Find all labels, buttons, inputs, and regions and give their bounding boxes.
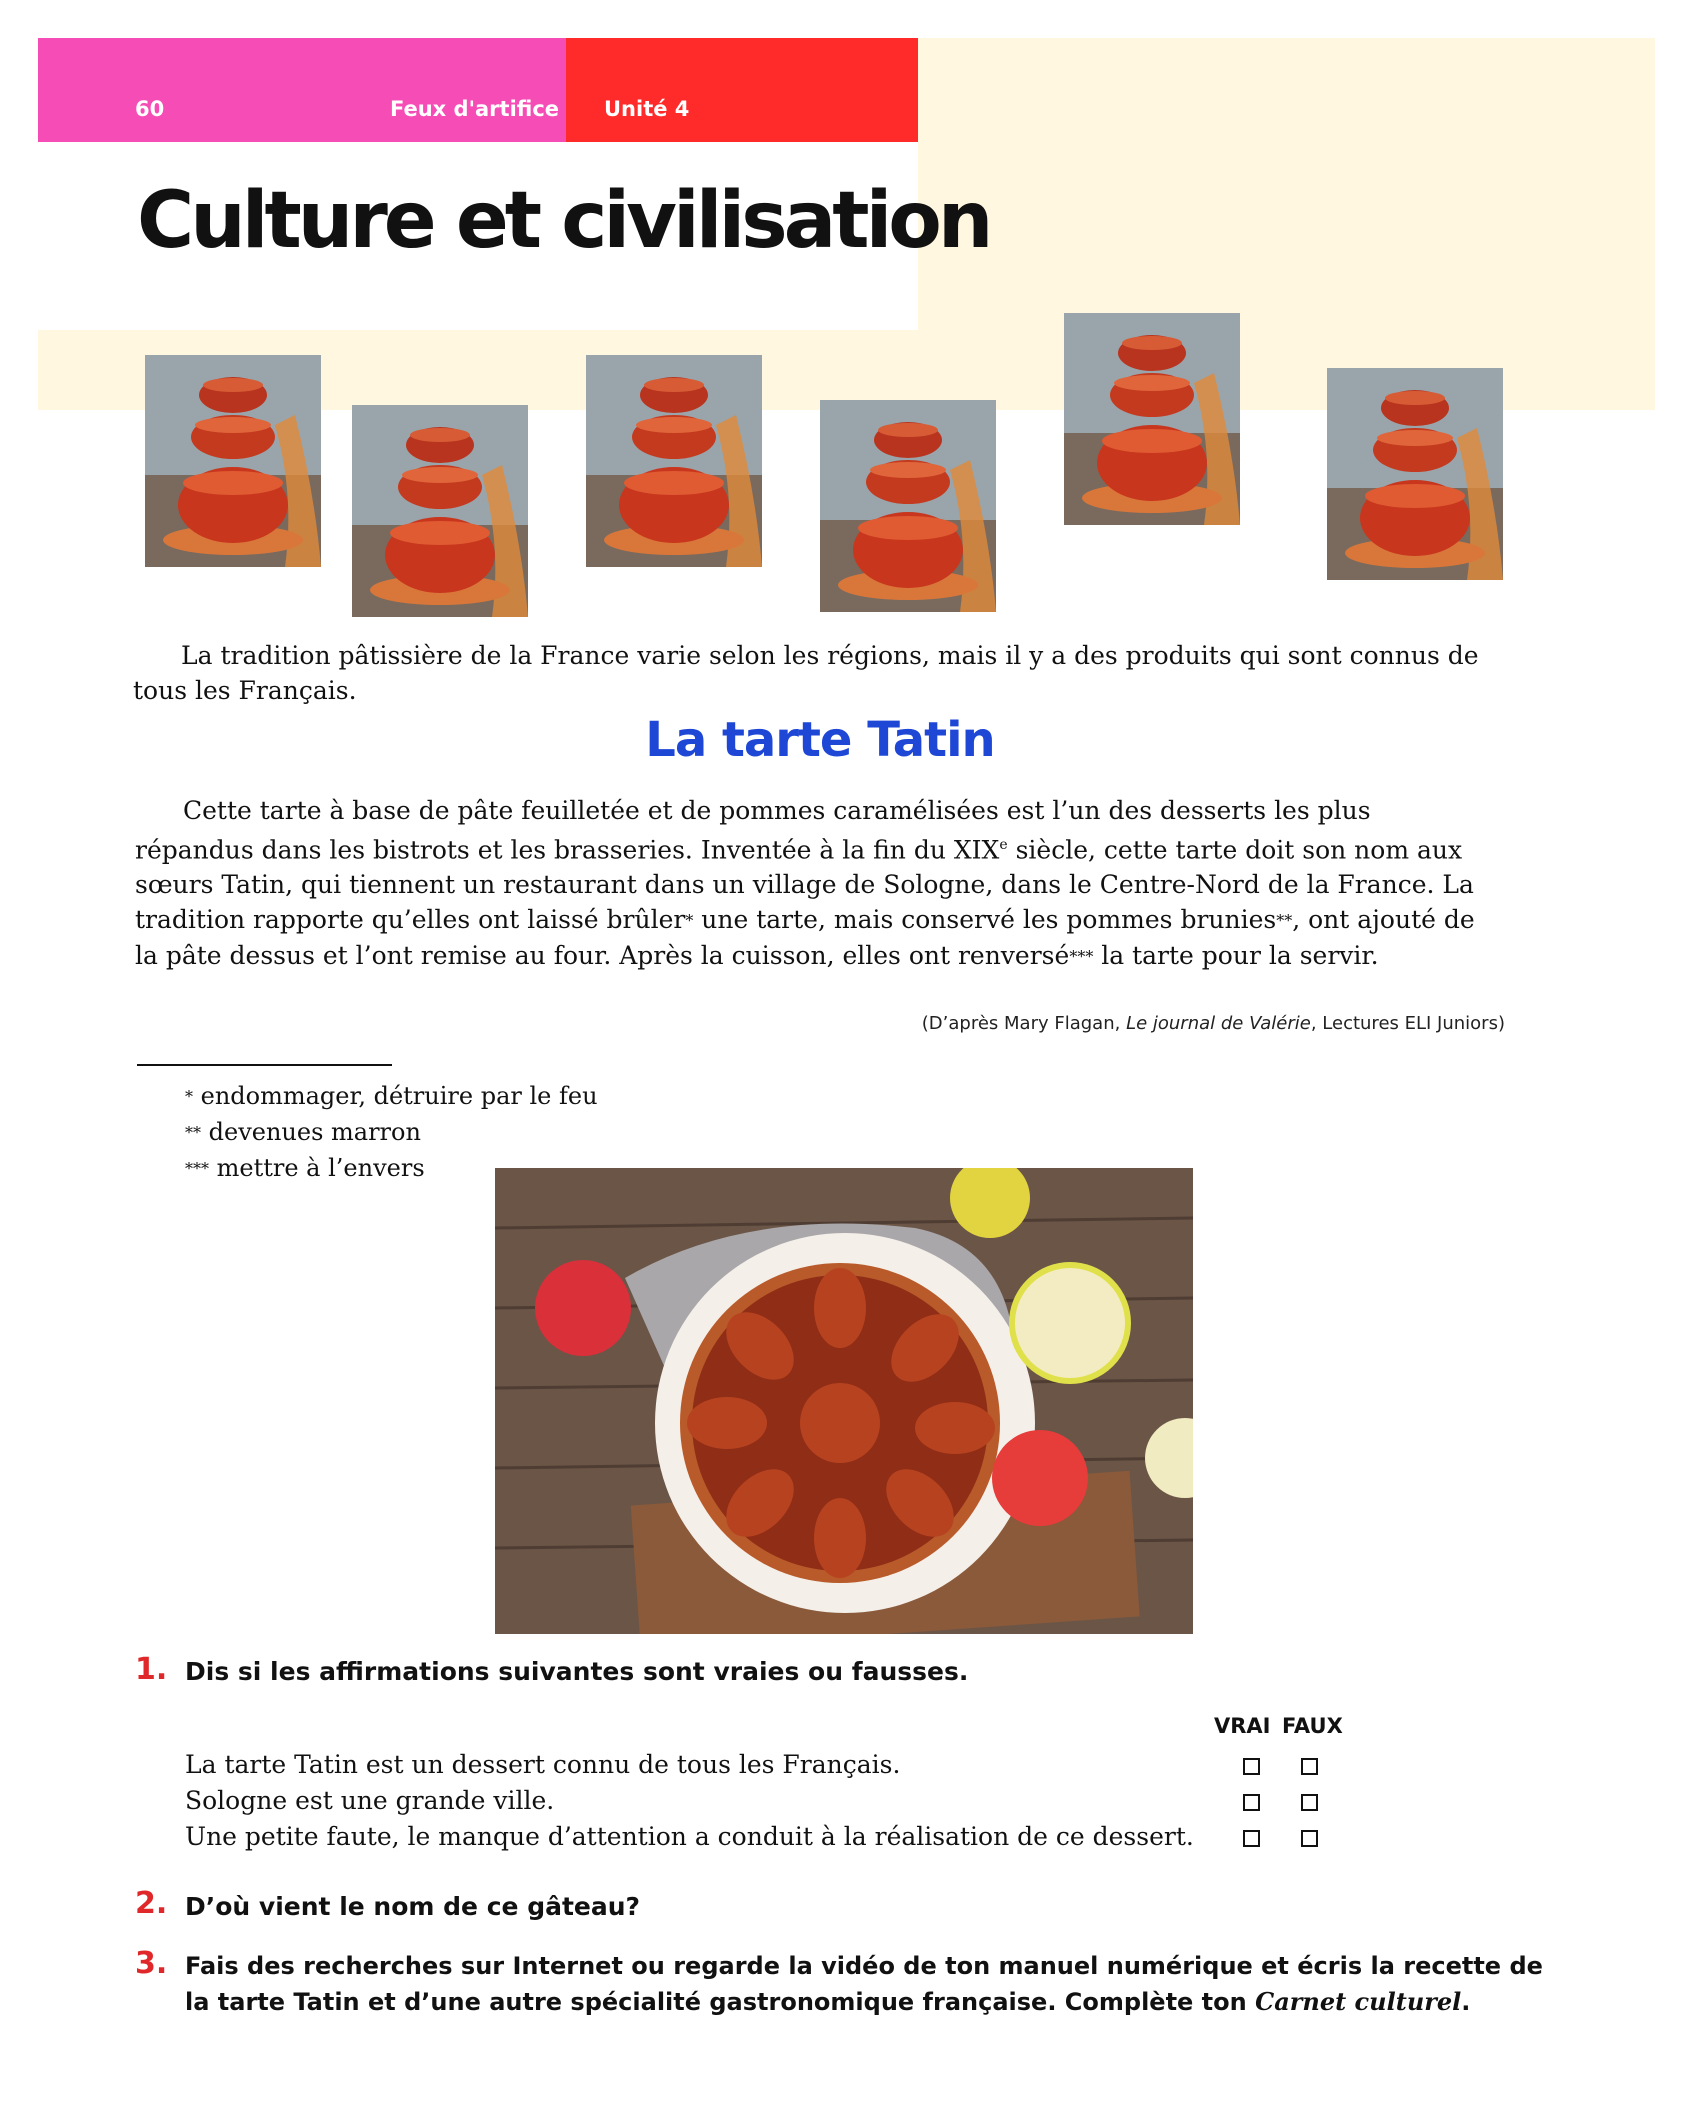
question-3-number: 3. bbox=[135, 1946, 168, 1981]
tarte-tatin-photo bbox=[495, 1168, 1193, 1634]
statement-2-faux-checkbox[interactable] bbox=[1301, 1794, 1318, 1811]
statement-2-vrai-checkbox[interactable] bbox=[1243, 1794, 1260, 1811]
tarte-photo-4 bbox=[820, 400, 996, 612]
question-1-number: 1. bbox=[135, 1652, 168, 1687]
header-cream-panel bbox=[918, 38, 1655, 410]
statement-2: Sologne est une grande ville. bbox=[185, 1786, 555, 1815]
statement-3-faux-checkbox[interactable] bbox=[1301, 1830, 1318, 1847]
tarte-photo-1 bbox=[145, 355, 321, 567]
question-2-number: 2. bbox=[135, 1886, 168, 1921]
unit-label: Unité 4 bbox=[604, 97, 690, 121]
tarte-photo-5 bbox=[1064, 313, 1240, 525]
question-3-line-1: Fais des recherches sur Internet ou regarde la vidéo de ton manuel numérique et écris la recette de bbox=[185, 1952, 1543, 1980]
statement-1-vrai-checkbox[interactable] bbox=[1243, 1758, 1260, 1775]
statement-1-faux-checkbox[interactable] bbox=[1301, 1758, 1318, 1775]
tarte-photo-6 bbox=[1327, 368, 1503, 580]
header-pink-bar bbox=[38, 38, 566, 142]
statement-3-vrai-checkbox[interactable] bbox=[1243, 1830, 1260, 1847]
footnote-divider bbox=[137, 1064, 392, 1066]
faux-header: FAUX bbox=[1282, 1714, 1343, 1738]
footnote-ref-3: *** bbox=[1069, 947, 1094, 967]
source-citation: (D’après Mary Flagan, Le journal de Valérie, Lectures ELI Juniors) bbox=[921, 1013, 1505, 1034]
section-heading: La tarte Tatin bbox=[645, 712, 995, 768]
header-red-bar bbox=[566, 38, 918, 142]
tarte-photo-3 bbox=[586, 355, 762, 567]
body-paragraph: Cette tarte à base de pâte feuilletée et de pommes caramélisées est l’un des desserts les plus répandus dans les bistrots et les brasseries. Inventée à la fin du XIXe siècle, cette tarte doit son nom aux sœurs Tatin, qui tiennent un restaurant dans un village de Sologne, dans le Centre-Nord de la France. La tradition rapporte qu’elles ont laissé brûler* une tarte, mais conservé les pommes brunies**, ont ajouté de la pâte dessus et l’ont remise au four. Après la cuisson, elles ont renversé*** la tarte pour la servir. bbox=[135, 796, 1475, 971]
vrai-header: VRAI bbox=[1214, 1714, 1271, 1738]
question-1-text: Dis si les affirmations suivantes sont vraies ou fausses. bbox=[185, 1657, 969, 1686]
footnote-ref-2: ** bbox=[1276, 911, 1293, 931]
page-number: 60 bbox=[135, 97, 165, 121]
intro-paragraph: La tradition pâtissière de la France varie selon les régions, mais il y a des produits qui sont connus de tous les Français. bbox=[133, 641, 1479, 705]
footnote-3: *** mettre à l’envers bbox=[185, 1154, 425, 1182]
footnote-2: ** devenues marron bbox=[185, 1118, 421, 1146]
page-title: Culture et civilisation bbox=[137, 176, 990, 266]
book-title: Feux d'artifice bbox=[390, 97, 560, 121]
carnet-culturel: Carnet culturel bbox=[1255, 1987, 1462, 2016]
footnote-ref-1: * bbox=[685, 911, 694, 931]
footnote-1: * endommager, détruire par le feu bbox=[185, 1082, 598, 1110]
question-3-line-2: la tarte Tatin et d’une autre spécialité gastronomique française. Complète ton Carnet culturel. bbox=[185, 1987, 1471, 2016]
statement-1: La tarte Tatin est un dessert connu de tous les Français. bbox=[185, 1750, 901, 1779]
question-2-text: D’où vient le nom de ce gâteau? bbox=[185, 1892, 641, 1921]
tarte-photo-2 bbox=[352, 405, 528, 617]
statement-3: Une petite faute, le manque d’attention a conduit à la réalisation de ce dessert. bbox=[185, 1822, 1194, 1851]
